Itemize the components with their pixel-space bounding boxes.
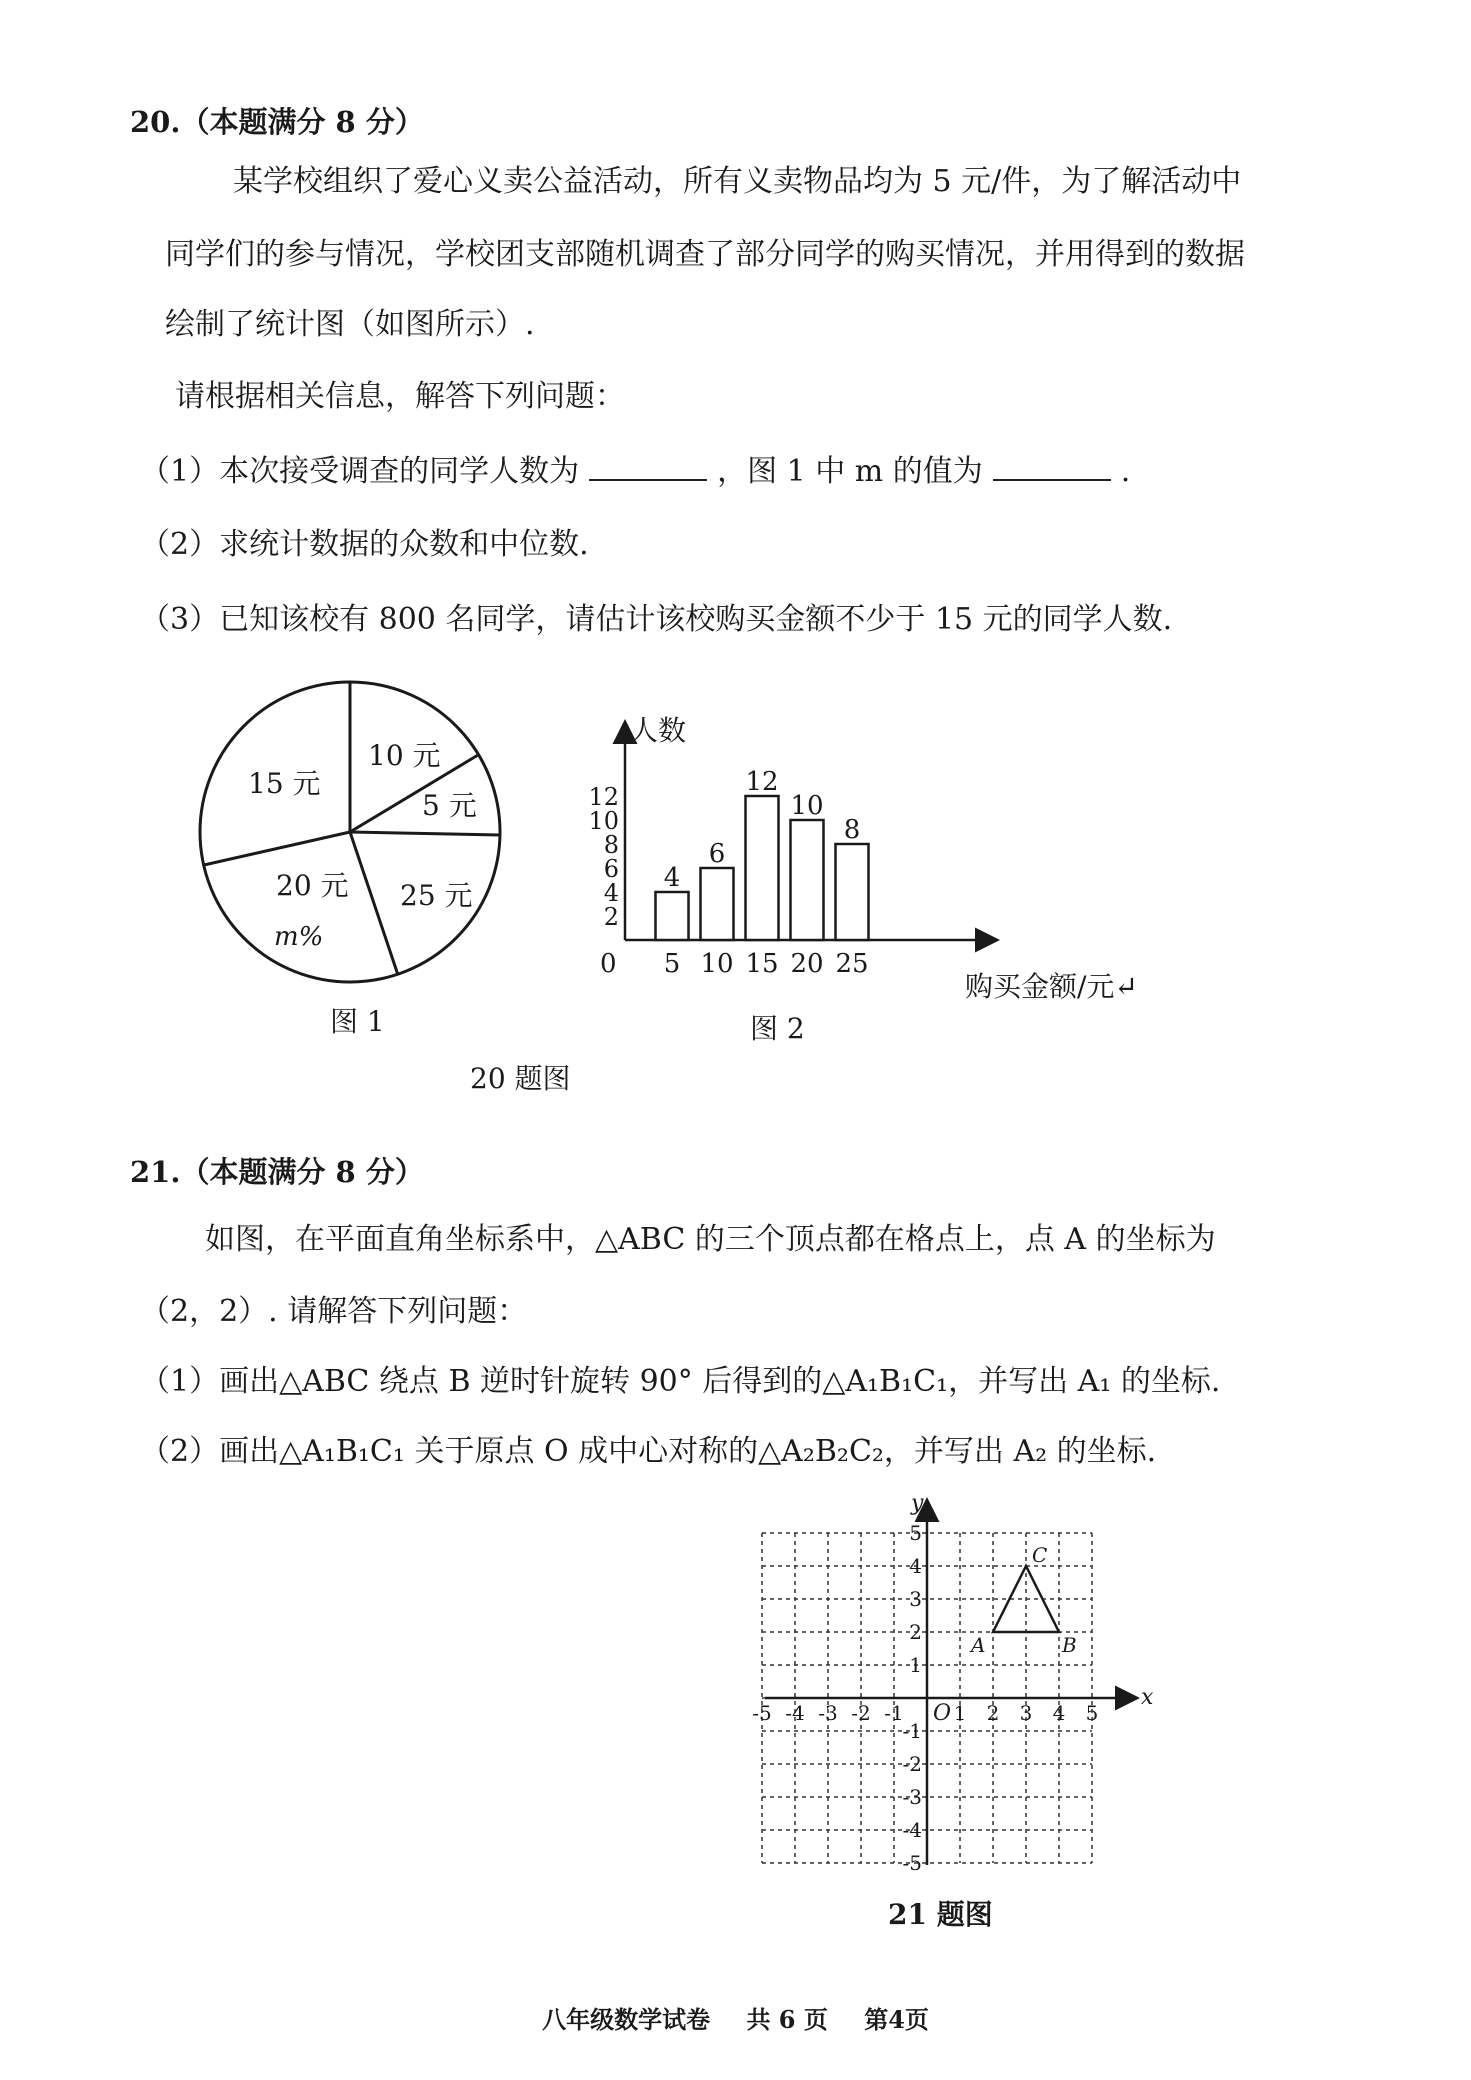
grid-y-tick-3: 3 bbox=[909, 1587, 922, 1611]
q20-part3: （3）已知该校有 800 名同学，请估计该校购买金额不少于 15 元的同学人数. bbox=[140, 602, 1173, 637]
q20-part1 bbox=[140, 452, 1130, 492]
answer-blank-count[interactable] bbox=[589, 455, 707, 481]
grid-y-tick--4: -4 bbox=[902, 1818, 922, 1842]
pie-divider-20 bbox=[350, 832, 398, 975]
bar-x-tick-5: 5 bbox=[663, 949, 681, 979]
footer-total-pages: 共 6 页 bbox=[746, 2005, 828, 2034]
q20-part1-text-a: （1）本次接受调查的同学人数为 bbox=[140, 454, 580, 489]
bar-value-label-25: 8 bbox=[843, 815, 861, 845]
page-footer bbox=[0, 2000, 1471, 2035]
grid-x-tick--5: -5 bbox=[752, 1701, 772, 1725]
pie-chart bbox=[190, 675, 520, 995]
grid-y-tick--5: -5 bbox=[902, 1851, 922, 1875]
bar-10 bbox=[701, 868, 734, 940]
q20-prompt: 请根据相关信息，解答下列问题： bbox=[175, 379, 625, 414]
q20-part1-text-c: . bbox=[1120, 454, 1131, 489]
q21-part1: （1）画出△ABC 绕点 B 逆时针旋转 90° 后得到的△A₁B₁C₁，并写出 A₁ 的坐标. bbox=[140, 1364, 1221, 1399]
bar-value-label-10: 6 bbox=[708, 839, 726, 869]
bar-x-label: 购买金额/元↵ bbox=[965, 970, 1138, 1003]
q20-fig-caption: 20 题图 bbox=[470, 1062, 571, 1095]
pie-label-15: 15 元 bbox=[248, 767, 321, 800]
bar-x-tick-labels bbox=[664, 949, 869, 979]
grid-y-tick-4: 4 bbox=[909, 1554, 922, 1578]
bar-x-tick-15: 15 bbox=[745, 949, 779, 979]
grid-x-tick-5: 5 bbox=[1085, 1701, 1099, 1725]
fig2-caption: 图 2 bbox=[750, 1012, 805, 1045]
answer-blank-m[interactable] bbox=[993, 455, 1111, 481]
bar-series bbox=[656, 796, 869, 940]
footer-page-number: 第4页 bbox=[864, 2005, 929, 2034]
bar-25 bbox=[836, 844, 869, 940]
pie-label-20: 20 元 bbox=[276, 869, 349, 902]
bar-y-tick-labels bbox=[588, 783, 619, 931]
q20-part1-text-b: ，图 1 中 m 的值为 bbox=[717, 454, 983, 489]
pie-label-m: m% bbox=[274, 922, 324, 952]
bar-value-label-15: 12 bbox=[745, 767, 779, 797]
grid-y-tick-2: 2 bbox=[909, 1620, 922, 1644]
grid-x-tick--4: -4 bbox=[785, 1701, 805, 1725]
bar-y-tick-10: 10 bbox=[588, 807, 619, 835]
bar-value-label-5: 4 bbox=[663, 863, 681, 893]
grid-x-tick--3: -3 bbox=[818, 1701, 838, 1725]
grid-x-tick-1: 1 bbox=[953, 1701, 967, 1725]
grid-x-tick-labels bbox=[752, 1701, 1098, 1725]
pie-label-25: 25 元 bbox=[400, 879, 473, 912]
bar-origin-label: 0 bbox=[600, 949, 617, 979]
pie-divider-15 bbox=[204, 832, 350, 865]
grid-x-tick-2: 2 bbox=[986, 1701, 1000, 1725]
pie-label-10: 10 元 bbox=[368, 739, 441, 772]
footer-subject: 八年级数学试卷 bbox=[542, 2005, 711, 2034]
pie-divider-25 bbox=[350, 832, 500, 835]
bar-5 bbox=[656, 892, 689, 940]
bar-x-tick-10: 10 bbox=[700, 949, 734, 979]
bar-y-tick-6: 6 bbox=[603, 855, 619, 883]
bar-x-tick-20: 20 bbox=[790, 949, 824, 979]
q20-heading: 20.（本题满分 8 分） bbox=[130, 105, 424, 139]
bar-y-label: 人数 bbox=[630, 714, 687, 747]
point-label-a: A bbox=[971, 1633, 986, 1657]
bar-y-tick-2: 2 bbox=[603, 903, 619, 931]
grid-y-axis-label: y bbox=[911, 1491, 924, 1516]
grid-origin-label: O bbox=[933, 1701, 952, 1726]
grid-x-tick--1: -1 bbox=[884, 1701, 904, 1725]
q21-intro-line2: （2，2）. 请解答下列问题： bbox=[140, 1294, 528, 1329]
q21-heading: 21.（本题满分 8 分） bbox=[130, 1155, 424, 1189]
pie-label-5: 5 元 bbox=[422, 789, 477, 822]
point-label-b: B bbox=[1062, 1633, 1077, 1657]
q20-intro-line3: 绘制了统计图（如图所示）. bbox=[165, 307, 535, 342]
q20-part2: （2）求统计数据的众数和中位数. bbox=[140, 527, 589, 562]
coordinate-grid bbox=[745, 1490, 1165, 1890]
bar-20 bbox=[791, 820, 824, 940]
point-label-c: C bbox=[1032, 1543, 1048, 1567]
bar-15 bbox=[746, 796, 779, 940]
grid-x-axis-label: x bbox=[1141, 1685, 1154, 1710]
fig1-caption: 图 1 bbox=[330, 1005, 385, 1038]
grid-x-tick-4: 4 bbox=[1052, 1701, 1066, 1725]
q21-part2: （2）画出△A₁B₁C₁ 关于原点 O 成中心对称的△A₂B₂C₂，并写出 A₂ 的坐标. bbox=[140, 1434, 1157, 1469]
bar-y-tick-8: 8 bbox=[603, 831, 619, 859]
bar-y-tick-4: 4 bbox=[603, 879, 619, 907]
grid-x-tick-3: 3 bbox=[1019, 1701, 1033, 1725]
q21-intro-line1: 如图，在平面直角坐标系中，△ABC 的三个顶点都在格点上，点 A 的坐标为 bbox=[205, 1222, 1216, 1257]
q21-fig-caption: 21 题图 bbox=[888, 1898, 993, 1931]
bar-y-tick-12: 12 bbox=[588, 783, 619, 811]
grid-y-tick--3: -3 bbox=[902, 1785, 922, 1809]
grid-y-tick-1: 1 bbox=[909, 1653, 922, 1677]
bar-value-label-20: 10 bbox=[790, 791, 824, 821]
bar-x-tick-25: 25 bbox=[835, 949, 869, 979]
grid-x-tick--2: -2 bbox=[851, 1701, 871, 1725]
q20-intro-line2: 同学们的参与情况，学校团支部随机调查了部分同学的购买情况，并用得到的数据 bbox=[165, 237, 1245, 272]
grid-y-tick-5: 5 bbox=[909, 1521, 922, 1545]
q20-intro-line1: 某学校组织了爱心义卖公益活动，所有义卖物品均为 5 元/件，为了解活动中 bbox=[233, 164, 1242, 199]
grid-y-tick--2: -2 bbox=[902, 1752, 922, 1776]
grid-y-tick--1: -1 bbox=[902, 1719, 922, 1743]
